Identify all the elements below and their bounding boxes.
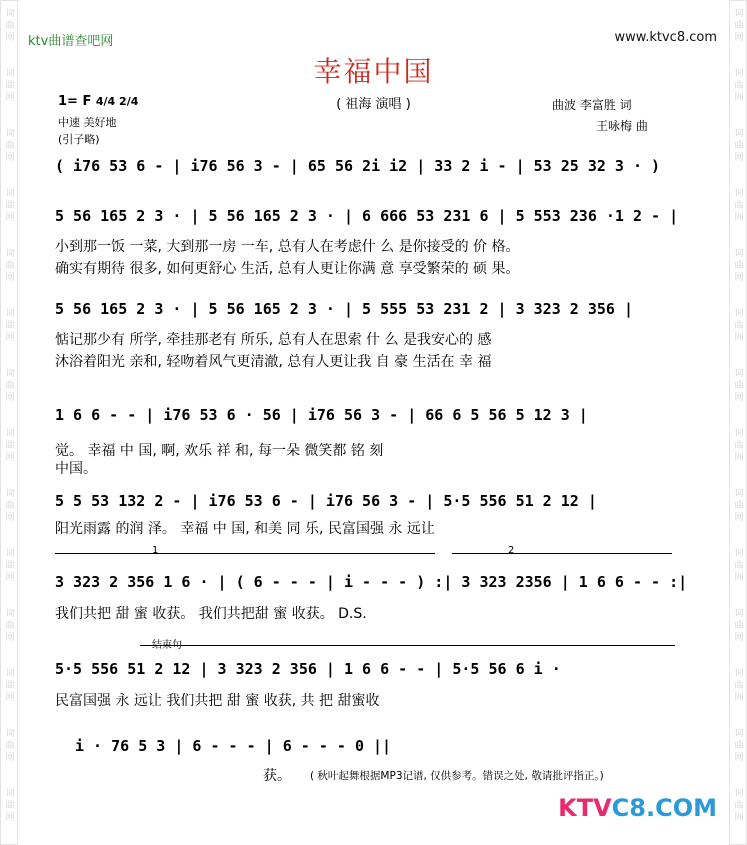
score-line-3: 5 56 165 2 3 · | 5 56 165 2 3 · | 5 555 53 231 2 | 3 323 2 356 |: [55, 300, 633, 318]
watermark-char: 词: [734, 729, 744, 739]
watermark-char: 曲: [5, 561, 15, 571]
watermark-char: 网: [734, 573, 744, 583]
lyric-line-5: 阳光雨露 的润 泽。 幸福 中 国, 和美 同 乐, 民富国强 永 远让: [55, 521, 435, 537]
watermark-char: 曲: [734, 201, 744, 211]
lyric-line-4a: 觉。 幸福 中 国, 啊, 欢乐 祥 和, 每一朵 微笑都 铭 刻: [55, 443, 384, 459]
logo-part-2: C8.COM: [611, 794, 717, 822]
watermark-char: 词: [5, 129, 15, 139]
watermark-char: 词: [734, 9, 744, 19]
watermark-char: 词: [734, 129, 744, 139]
score-line-4: 1 6 6 - - | i76 53 6 · 56 | i76 56 3 - | 66 6 5 56 5 12 3 |: [55, 406, 588, 424]
watermark-char: 曲: [734, 741, 744, 751]
watermark-char: 曲: [734, 621, 744, 631]
lyric-line-2b: 确实有期待 很多, 如何更舒心 生活, 总有人更让你满 意 享受繁荣的 硕 果。: [55, 261, 520, 277]
watermark-char: 词: [734, 789, 744, 799]
watermark-char: 词: [5, 729, 15, 739]
watermark-char: 词: [5, 69, 15, 79]
watermark-char: 词: [5, 549, 15, 559]
watermark-char: 网: [5, 333, 15, 343]
watermark-char: 词: [734, 189, 744, 199]
watermark-char: 词: [5, 249, 15, 259]
watermark-char: 网: [734, 813, 744, 823]
lyric-line-8: 获。: [263, 768, 291, 784]
lyric-line-2a: 小到那一饭 一菜, 大到那一房 一车, 总有人在考虑什 么 是你接受的 价 格。: [55, 239, 520, 255]
watermark-char: 词: [5, 489, 15, 499]
score-line-8: i · 76 5 3 | 6 - - - | 6 - - - 0 ||: [75, 737, 392, 755]
lyric-line-6: 我们共把 甜 蜜 收获。 我们共把甜 蜜 收获。 D.S.: [55, 606, 367, 622]
watermark-char: 词: [5, 669, 15, 679]
volta-1-label: 1: [152, 545, 159, 556]
key-signature: [58, 94, 138, 109]
song-title: 幸福中国: [313, 55, 434, 88]
watermark-char: 词: [734, 69, 744, 79]
score-line-5: 5 5 53 132 2 - | i76 53 6 - | i76 56 3 - | 5·5 556 51 2 12 |: [55, 492, 597, 510]
watermark-char: 网: [734, 513, 744, 523]
key-text: 1= F: [58, 94, 92, 109]
score-line-7: 5·5 556 51 2 12 | 3 323 2 356 | 1 6 6 - - | 5·5 56 6 i ·: [55, 660, 561, 678]
watermark-char: 曲: [734, 261, 744, 271]
coda-label: 结束句: [152, 640, 182, 651]
watermark-char: 词: [5, 9, 15, 19]
watermark-char: 曲: [5, 501, 15, 511]
lyric-line-7: 民富国强 永 远让 我们共把 甜 蜜 收获, 共 把 甜蜜收: [55, 693, 380, 709]
lyric-line-3b: 沐浴着阳光 亲和, 轻吻着风气更清澈, 总有人更让我 自 豪 生活在 幸 福: [55, 354, 492, 370]
watermark-char: 曲: [5, 621, 15, 631]
watermark-char: 网: [5, 93, 15, 103]
watermark-char: 曲: [5, 741, 15, 751]
watermark-char: 曲: [5, 141, 15, 151]
time-signature: 4/4 2/4: [95, 95, 139, 108]
watermark-char: 曲: [734, 561, 744, 571]
transcription-footnote: ( 秋叶起舞根据MP3记谱, 仅供参考。错误之处, 敬请批评指正。): [310, 770, 604, 782]
watermark-char: 词: [5, 609, 15, 619]
watermark-char: 网: [5, 213, 15, 223]
watermark-char: 曲: [734, 381, 744, 391]
watermark-char: 词: [734, 429, 744, 439]
lyricist-credit: 曲波 李富胜 词: [552, 98, 632, 112]
watermark-char: 网: [734, 213, 744, 223]
watermark-char: 词: [734, 489, 744, 499]
watermark-char: 网: [734, 33, 744, 43]
watermark-char: 网: [5, 753, 15, 763]
composer-credit: 王咏梅 曲: [596, 119, 648, 133]
watermark-char: 词: [734, 309, 744, 319]
watermark-char: 曲: [5, 321, 15, 331]
watermark-char: 词: [734, 609, 744, 619]
watermark-char: 曲: [5, 381, 15, 391]
logo-part-1: KTV: [558, 794, 612, 822]
watermark-char: 曲: [734, 501, 744, 511]
watermark-char: 曲: [5, 21, 15, 31]
watermark-char: 曲: [734, 321, 744, 331]
site-name-left: ktv曲谱查吧网: [28, 34, 114, 49]
ktvc8-logo: [558, 794, 717, 822]
volta-1-bracket: [55, 553, 435, 554]
watermark-char: 曲: [734, 81, 744, 91]
tempo-marking: 中速 美好地: [58, 116, 117, 129]
watermark-char: 词: [734, 369, 744, 379]
watermark-char: 网: [5, 33, 15, 43]
intro-note: (引子略): [58, 133, 100, 146]
volta-2-label: 2: [508, 545, 515, 556]
watermark-char: 网: [734, 693, 744, 703]
watermark-char: 网: [5, 273, 15, 283]
site-url-right: www.ktvc8.com: [614, 30, 717, 45]
watermark-char: 词: [5, 429, 15, 439]
watermark-char: 网: [5, 513, 15, 523]
watermark-char: 网: [734, 273, 744, 283]
lyric-line-4b: 中国。: [55, 461, 97, 477]
performer-line: ( 祖海 演唱 ): [336, 97, 411, 112]
watermark-char: 网: [5, 693, 15, 703]
watermark-char: 网: [5, 573, 15, 583]
watermark-char: 网: [734, 93, 744, 103]
score-line-2: 5 56 165 2 3 · | 5 56 165 2 3 · | 6 666 53 231 6 | 5 553 236 ·1 2 - |: [55, 207, 679, 225]
watermark-char: 词: [734, 249, 744, 259]
watermark-char: 网: [734, 333, 744, 343]
watermark-char: 曲: [5, 201, 15, 211]
watermark-char: 网: [734, 753, 744, 763]
watermark-char: 网: [734, 453, 744, 463]
watermark-char: 曲: [5, 681, 15, 691]
watermark-char: 词: [5, 309, 15, 319]
watermark-char: 词: [5, 369, 15, 379]
watermark-char: 曲: [734, 681, 744, 691]
left-watermark-strip: [0, 0, 18, 845]
watermark-char: 词: [734, 669, 744, 679]
watermark-char: 网: [5, 153, 15, 163]
watermark-char: 曲: [5, 441, 15, 451]
watermark-char: 词: [5, 789, 15, 799]
watermark-char: 词: [5, 189, 15, 199]
watermark-char: 曲: [734, 441, 744, 451]
watermark-char: 曲: [734, 21, 744, 31]
watermark-char: 网: [734, 393, 744, 403]
watermark-char: 曲: [5, 801, 15, 811]
watermark-char: 网: [5, 813, 15, 823]
watermark-char: 网: [5, 633, 15, 643]
score-line-6: 3 323 2 356 1 6 · | ( 6 - - - | i - - - ) :| 3 323 2356 | 1 6 6 - - :|: [55, 573, 688, 591]
watermark-char: 词: [734, 549, 744, 559]
watermark-char: 网: [5, 453, 15, 463]
watermark-char: 曲: [5, 81, 15, 91]
watermark-char: 网: [5, 393, 15, 403]
watermark-char: 曲: [5, 261, 15, 271]
watermark-char: 网: [734, 633, 744, 643]
coda-bracket: [140, 645, 675, 646]
watermark-char: 曲: [734, 141, 744, 151]
watermark-char: 网: [734, 153, 744, 163]
lyric-line-3a: 惦记那少有 所学, 牵挂那老有 所乐, 总有人在思索 什 么 是我安心的 感: [55, 332, 492, 348]
right-watermark-strip: [729, 0, 747, 845]
score-line-1: ( i76 53 6 - | i76 56 3 - | 65 56 2i i2 | 33 2 i - | 53 25 32 3 · ): [55, 157, 661, 175]
volta-2-bracket: [452, 553, 672, 554]
watermark-char: 曲: [734, 801, 744, 811]
